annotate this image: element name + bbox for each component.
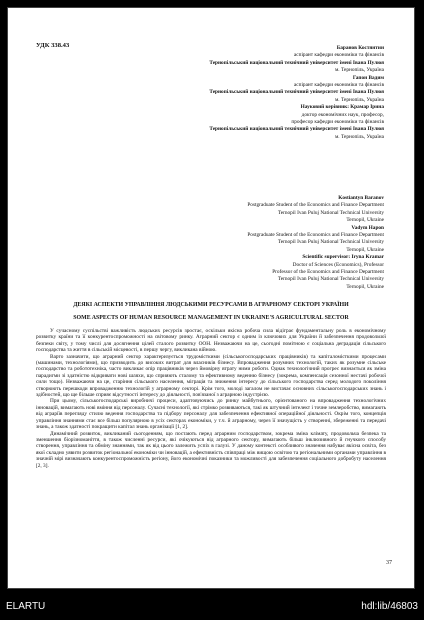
supervisor-position: Professor of the Economics and Finance Department	[272, 269, 384, 276]
supervisor-name: Науковий керівник: Крамар Ірина	[300, 104, 384, 111]
paragraph: Варто зазначити, що аграрний сектор характеризується трудомісткими (сільськогосподарських працівників) та капіталомісткими процесами (машинами, технологіями), що призводить до високих витрат для власників бізнесу. Впровадження розумних технологій, таких як розумне сільське господарство та робототехніка, часто викликає опір працівників через ймовірну втрату ними роботи. Однак технологічний прогрес визнається як зміна парадигми зі здатністю відкривати нові шляхи, що сприяють сталому та ефективному веденню бізнесу (зокрема, компенсація сезонної нестачі робочої сили тощо). Незважаючи на це, старіння сільського населення, міграція та зниження інтересу до сільського господарства серед молодого покоління створюють перешкоди впровадженню технологій у аграрному секторі. Крім того, молоді загалом не вистачає основних сільськогосподарських знань і здібностей, що ще більше сприяє відсутності інтересу до діяльності, пов'язаної з аграрною індустрією.	[36, 353, 386, 399]
author-name: Баранов Костянтин	[336, 45, 384, 51]
supervisor-degree: доктор економічних наук, професор,	[301, 111, 384, 118]
supervisor-university: Ternopil Ivan Puluj National Technical University	[277, 276, 384, 283]
paragraph: Динамічний розвиток, викликаний сьогоденням, що постають перед аграрним господарством, зокрема зміна клімату, продовольча безпека та зменшення біорізноманіття, в також численні ресурси, які очікуються від аграрного сектору, вимагають більш інклюзивного й гнучкого способу створення, управління та обміну знаннями, так як від цього залежить успіх в галузі. У даному контексті особливого значення набуває якісна освіта, без якої складно уявити розвиток регіональної економіки чи інновацій, а ефективність співпраці між вищою освітою та регіональними органами управління в значній мірі визначають конкурентоспроможність регіону, його економічні показники та можливості для забезпечення соціального добробуту населення [2, 3].	[36, 430, 386, 469]
footer-bar	[0, 598, 424, 620]
author-university: Тернопільський національний технічний університет імені Івана Пулюя	[209, 59, 384, 66]
supervisor-degree: Doctor of Sciences (Economics), Professor	[292, 261, 384, 268]
author-city: Ternopil, Ukraine	[346, 217, 384, 224]
paragraph: При цьому, сільськогосподарські виробничі процеси, адаптовуючись до ринку майбутнього, орієнтованого на впровадження технологічних інновацій, вимагають нові вміння від персоналу. Сучасні технології, які стрімко розвиваються, такі як штучний інтелект і точне землеробство, вимагають від аграріїв перегляду стилю ведення господарства та підбору персоналу для забезпечення ефективної операційної діяльності. Окрім того, концепція управління знаннями стає все більш популярною в усіх секторах економіки, у т.ч. й аграрному, через її значущість у створенні, збереженні та передачі знань, а також здатності покращити капітал знань організації [1, 2].	[36, 398, 386, 431]
footer-handle: hdl:lib/46803	[361, 601, 418, 612]
title-en: SOME ASPECTS OF HUMAN RESOURCE MANAGEMENT IN UKRAINE'S AGRICULTURAL SECTOR	[73, 315, 349, 321]
author-city: м. Тернопіль, Україна	[334, 67, 384, 74]
authors-en	[247, 195, 384, 291]
author-city: м. Тернопіль, Україна	[334, 96, 384, 103]
author-university: Ternopil Ivan Puluj National Technical University	[277, 209, 384, 216]
author-position: Postgraduate Student of the Economics and Finance Department	[247, 232, 384, 239]
supervisor-name: Scientific supervisor: Iryna Kramar	[302, 254, 384, 261]
authors-ua	[209, 45, 384, 141]
document-page	[8, 8, 414, 588]
author-university: Тернопільський національний технічний університет імені Івана Пулюя	[209, 89, 384, 96]
supervisor-position: професор кафедри економіки та фінансів	[291, 119, 384, 126]
article-body	[36, 328, 386, 469]
author-university: Ternopil Ivan Puluj National Technical University	[277, 239, 384, 246]
author-position: Postgraduate Student of the Economics and Finance Department	[247, 202, 384, 209]
author-name: Vadym Hapon	[351, 224, 384, 231]
author-name: Гапон Вадим	[352, 74, 384, 81]
author-position: аспірант кафедри економіки та фінансів	[293, 52, 384, 59]
footer-repository-name: ELARTU	[6, 601, 46, 612]
paragraph: У сучасному суспільстві важливість людських ресурсів зростає, оскільки якісна робоча сила відіграє фундаментальну роль в економічному розвитку країни та її конкурентоспроможності на світовому ринку. Аграрний сектор є одним із ключових для України й забезпечення продовольчої безпеки світу, у тому числі для досягнення цілей сталого розвитку ООН. Незважаючи на це, сьогодні помітною є соціальна деградація сільського господарства та життя в сільській місцевості, в першу чергу, викликана війною.	[36, 328, 386, 354]
supervisor-city: м. Тернопіль, Україна	[334, 133, 384, 140]
author-name: Kostiantyn Baranov	[338, 195, 384, 201]
supervisor-university: Тернопільський національний технічний університет імені Івана Пулюя	[209, 126, 384, 133]
title-ua: ДЕЯКІ АСПЕКТИ УПРАВЛІННЯ ЛЮДСЬКИМИ РЕСУРСАМИ В АГРАРНОМУ СЕКТОРІ УКРАЇНИ	[73, 302, 349, 308]
author-position: аспірант кафедри економіки та фінансів	[293, 82, 384, 89]
supervisor-city: Ternopil, Ukraine	[346, 283, 384, 290]
page-number: 37	[386, 560, 392, 566]
author-city: Ternopil, Ukraine	[346, 246, 384, 253]
udk-code: УДК 338.43	[36, 42, 70, 49]
